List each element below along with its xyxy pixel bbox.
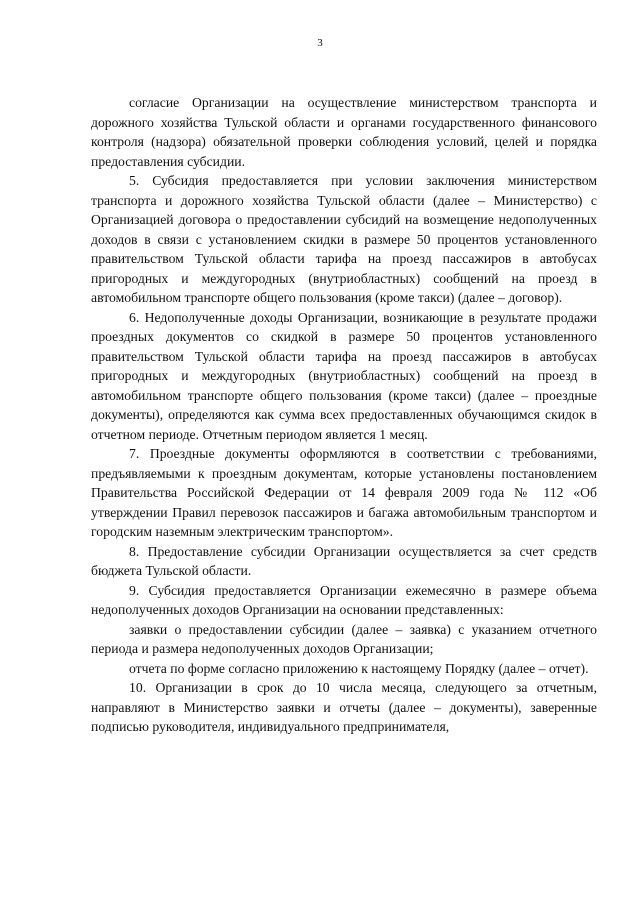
- page-number: 3: [317, 37, 323, 49]
- paragraph-9-item-application: заявки о предоставлении субсидии (далее – заявка) с указанием отчетного периода и размера недополученных доходов Организации;: [91, 621, 597, 656]
- paragraph-9-item-report: отчета по форме согласно приложению к настоящему Порядку (далее – отчет).: [129, 660, 589, 676]
- paragraph-7: 7. Проездные документы оформляются в соответствии с требованиями, предъявляемыми к проездным документам, которые установлены постановлением Правительства Российской Федерации от 14 февраля 2009 года № 112 «Об утверждении Правил перевозок пассажиров и багажа автомобильным транспортом и городским наземным электрическим транспортом».: [91, 446, 597, 539]
- paragraph-10: 10. Организации в срок до 10 числа месяца, следующего за отчетным, направляют в Министерство заявки и отчеты (далее – документы), заверенные подписью руководителя, индивидуального предпринимателя,: [91, 680, 597, 734]
- paragraph-9: 9. Субсидия предоставляется Организации ежемесячно в размере объема недополученных доходов Организации на основании представленных:: [91, 582, 597, 617]
- paragraph-8: 8. Предоставление субсидии Организации осуществляется за счет средств бюджета Тульской области.: [91, 543, 597, 578]
- paragraph-6: 6. Недополученные доходы Организации, возникающие в результате продажи проездных документов со скидкой в размере 50 процентов установленного правительством Тульской области тарифа на проезд пассажиров в автобусах пригородных и междугородных (внутриобластных) сообщений на проезд в автомобильном транспорте общего пользования (кроме такси) (далее – проездные документы), определяются как сумма всех предоставленных обучающимся скидок в отчетном периоде. Отчетным периодом является 1 месяц.: [91, 309, 597, 442]
- paragraph-5: 5. Субсидия предоставляется при условии заключения министерством транспорта и дорожного хозяйства Тульской области (далее – Министерство) с Организацией договора о предоставлении субсидий на возмещение недополученных доходов в связи с установлением скидки в размере 50 процентов установленного правительством Тульской области тарифа на проезд пассажиров в автобусах пригородных и междугородных (внутриобластных) сообщений на проезд в автомобильном транспорте общего пользования (кроме такси) (далее – договор).: [91, 173, 597, 305]
- document-body: [91, 93, 597, 737]
- paragraph-consent: согласие Организации на осуществление министерством транспорта и дорожного хозяйства Тульской области и органами государственного финансового контроля (надзора) обязательной проверки соблюдения условий, целей и порядка предоставления субсидии.: [91, 95, 597, 169]
